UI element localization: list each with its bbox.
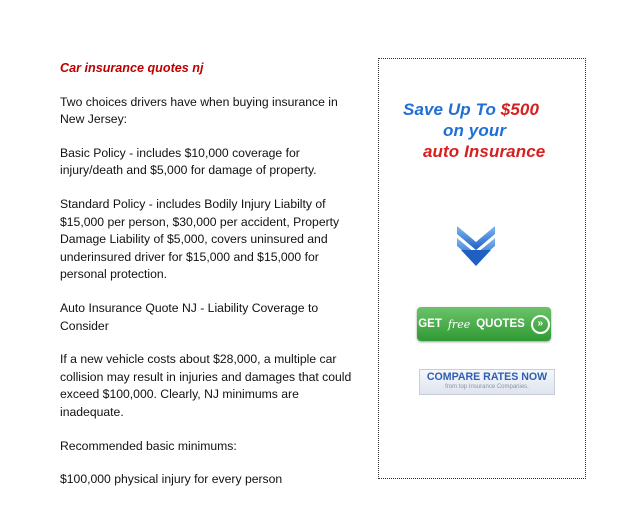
get-free-quotes-button[interactable] <box>417 307 551 341</box>
paragraph-physical-injury: $100,000 physical injury for every person <box>60 472 283 487</box>
paragraph-liability-heading: Auto Insurance Quote NJ - Liability Coverage to Consider <box>60 300 319 333</box>
free-label: free <box>447 317 471 331</box>
insurance-ad-banner[interactable] <box>378 58 586 479</box>
compare-rates-button[interactable] <box>419 369 555 395</box>
ad-headline-prefix: Save Up To <box>403 100 501 119</box>
ad-headline-line2: on your <box>443 121 507 140</box>
page-title: Car insurance quotes nj <box>60 61 204 75</box>
paragraph-standard-policy: Standard Policy - includes Bodily Injury Liabilty of $15,000 per person, $30,000 per accident, Property Damage Liability of $5,000, covers uninsured and underinsured driver for $15,000 and $15,000 for personal protection. <box>60 196 340 282</box>
paragraph-basic-policy: Basic Policy - includes $10,000 coverage for injury/death and $5,000 for damage of property. <box>60 145 317 178</box>
paragraph-intro: Two choices drivers have when buying insurance in New Jersey: <box>60 94 338 127</box>
chevron-right-icon: » <box>531 315 550 334</box>
paragraph-recommended: Recommended basic minimums: <box>60 438 237 453</box>
ad-headline-amount: $500 <box>500 100 539 119</box>
document-body <box>60 60 360 505</box>
ad-headline <box>403 99 593 162</box>
ad-headline-line1 <box>403 99 593 120</box>
down-arrow-icon <box>455 224 497 268</box>
paragraph-collision: If a new vehicle costs about $28,000, a multiple car collision may result in injuries and damages that could exceed $100,000. Clearly, NJ minimums are inadequate. <box>60 352 352 419</box>
get-label: GET <box>418 318 442 330</box>
ad-headline-line3: auto Insurance <box>423 142 546 161</box>
compare-rates-sublabel: from top Insurance Companies. <box>445 384 529 390</box>
compare-rates-label: COMPARE RATES NOW <box>426 371 548 383</box>
quotes-label: QUOTES <box>476 318 525 330</box>
